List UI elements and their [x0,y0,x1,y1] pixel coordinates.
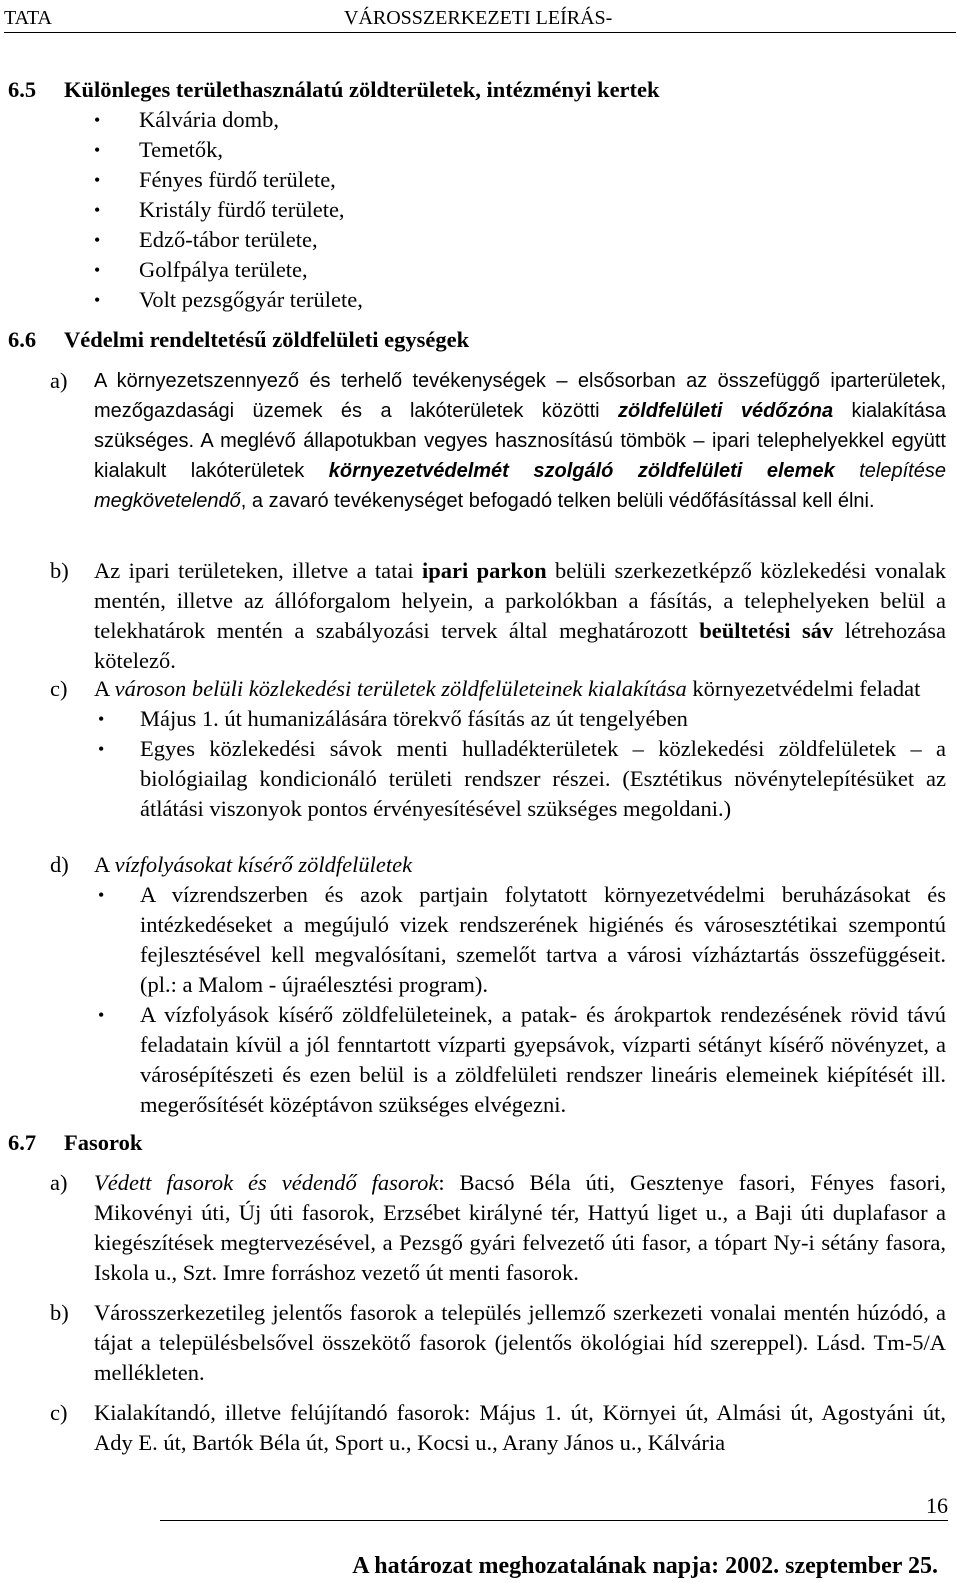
text-run: ipari parkon [421,558,547,583]
paragraph-6-7-b [50,1298,946,1388]
section-title: Fasorok [64,1130,143,1155]
item-label: b) [50,1300,69,1325]
footer-text: A határozat meghozatalának napja: 2002. szeptember 25. [352,1553,938,1579]
item-text [94,366,946,516]
paragraph-6-7-c [50,1398,946,1458]
item-text: Kialakítandó, illetve felújítandó fasorok: Május 1. út, Környei út, Almási út, Agostyáni út, Ady E. út, Bartók Béla út, Sport u., Kocsi u., Arany János u., Kálvária [94,1400,946,1455]
text-run: A [94,852,115,877]
text-run: , a zavaró tevékenységet befogadó telken belüli védőfásítással kell élni. [240,490,875,512]
paragraph-6-6-b [50,556,946,676]
item-label: d) [50,852,69,877]
item-text [94,556,946,676]
section-6-5-list [94,105,363,315]
paragraph-6-6-d [50,850,946,1120]
text-run: vízfolyásokat kísérő zöldfelületek [114,852,413,877]
list-item: • Fényes fürdő területe, [94,165,363,195]
item-label: a) [50,368,68,393]
page-footer [160,1493,948,1579]
text-run: Védett fasorok és védendő fasorok [94,1170,439,1195]
page-header [4,4,956,33]
item-label: c) [50,1400,68,1425]
item-label: b) [50,558,69,583]
sub-list-item: • A vízfolyások kísérő zöldfelületeinek, a patak- és árokpartok rendezésének rövid távú feladatain kívül a jól fenntartott vízparti gyepsávok, vízparti sétányt kísérő növényzet, a városépítészeti és ezen belül is a zöldfelületi rendszer lineáris elemeinek kiépítését ill. megerősítését középtávon szükséges elvégezni. [94,1000,946,1120]
list-item: • Temetők, [94,135,363,165]
text-run: környezetvédelmét szolgáló zöldfelületi elemek [328,460,835,482]
list-item: • Kálvária domb, [94,105,363,135]
paragraph-6-7-a [50,1168,946,1288]
header-left: TATA [4,7,52,29]
item-text [94,1168,946,1288]
page-number: 16 [926,1493,948,1518]
text-run: városon belüli közlekedési területek zöldfelületeinek kialakítása [114,676,687,701]
item-text [94,674,946,704]
text-run: beültetési sáv [699,618,834,643]
section-number: 6.7 [8,1130,37,1155]
paragraph-6-6-c [50,674,946,824]
text-run: zöldfelületi védőzóna [618,400,834,422]
section-6-7-heading [8,1128,142,1158]
text-run: A környezetszennyező és terhelő tevékenységek – elsősorban az összefüggő iparterületek, mezőgazdasági üzemek és a lakóterületek közötti [94,370,946,422]
section-title: Különleges területhasználatú zöldterületek, intézményi kertek [64,77,660,102]
sub-list-item: • A vízrendszerben és azok partjain folytatott környezetvédelmi beruházásokat és intézkedéseket a megújuló vizek rendszerének higiénés és városesztétikai szempontú fejlesztésével kell megvalósítani, szemelőt tartva a városi vízháztartás összefüggéseit. (pl.: a Malom - újraélesztési program). [94,880,946,1000]
item-text [94,850,946,880]
list-item: • Kristály fürdő területe, [94,195,363,225]
section-title: Védelmi rendeltetésű zöldfelületi egységek [64,327,470,352]
text-run: telepítése megkövetelendő [94,460,946,512]
list-item: • Edző-tábor területe, [94,225,363,255]
sub-list-item: • Egyes közlekedési sávok menti hulladékterületek – közlekedési zöldfelületek – a biológiailag kondicionáló területi rendszer részei. (Esztétikus növénytelepítésüket az átlátási viszonyok pontos érvényesítésével szükséges megoldani.) [94,734,946,824]
item-text: Városszerkezetileg jelentős fasorok a település jellemző szerkezeti vonalai mentén húzódó, a tájat a településbelsővel összekötő fasorok (jelentős ökológiai híd szereppel). Lásd. Tm-5/A mellékleten. [94,1300,946,1385]
text-run: Az ipari területeken, illetve a tatai [94,558,422,583]
text-run: belüli szerkezetképző közlekedési vonalak mentén, illetve az állóforgalom helyein, a parkolókban a fásítás, a telephelyeken belül a telekhatárok mentén a szabályozási tervek által meghatározott [94,558,947,643]
list-item: • Golfpálya területe, [94,255,363,285]
item-label: c) [50,676,68,701]
section-6-6-heading [8,325,469,355]
text-run: kialakítása szükséges. A meglévő állapotukban vegyes hasznosítású tömbök – ipari telephelyekkel együtt kialakult lakóterületek [94,400,946,482]
section-number: 6.6 [8,327,37,352]
sub-list-item: • Május 1. út humanizálására törekvő fásítás az út tengelyében [94,704,946,734]
item-label: a) [50,1170,68,1195]
list-item: • Volt pezsgőgyár területe, [94,285,363,315]
section-number: 6.5 [8,77,37,102]
text-run: A [94,676,115,701]
text-run: létrehozása kötelező. [94,618,946,673]
paragraph-6-6-a [50,366,946,516]
header-right: VÁROSSZERKEZETI LEÍRÁS- [344,7,613,29]
text-run: környezetvédelmi feladat [686,676,921,701]
section-6-5-heading [8,75,660,105]
text-run: : Bacsó Béla úti, Gesztenye fasori, Fényes fasori, Mikovényi úti, Új úti fasorok, Erzsébet királyné tér, Hattyú liget u., a Baji úti duplafasor a kiegészítések megtervezésével, a Pezsgő gyári felvezető úti fasor, a tópart Ny-i sétány fasora, Iskola u., Szt. Imre forráshoz vezető út menti fasorok. [94,1170,946,1285]
